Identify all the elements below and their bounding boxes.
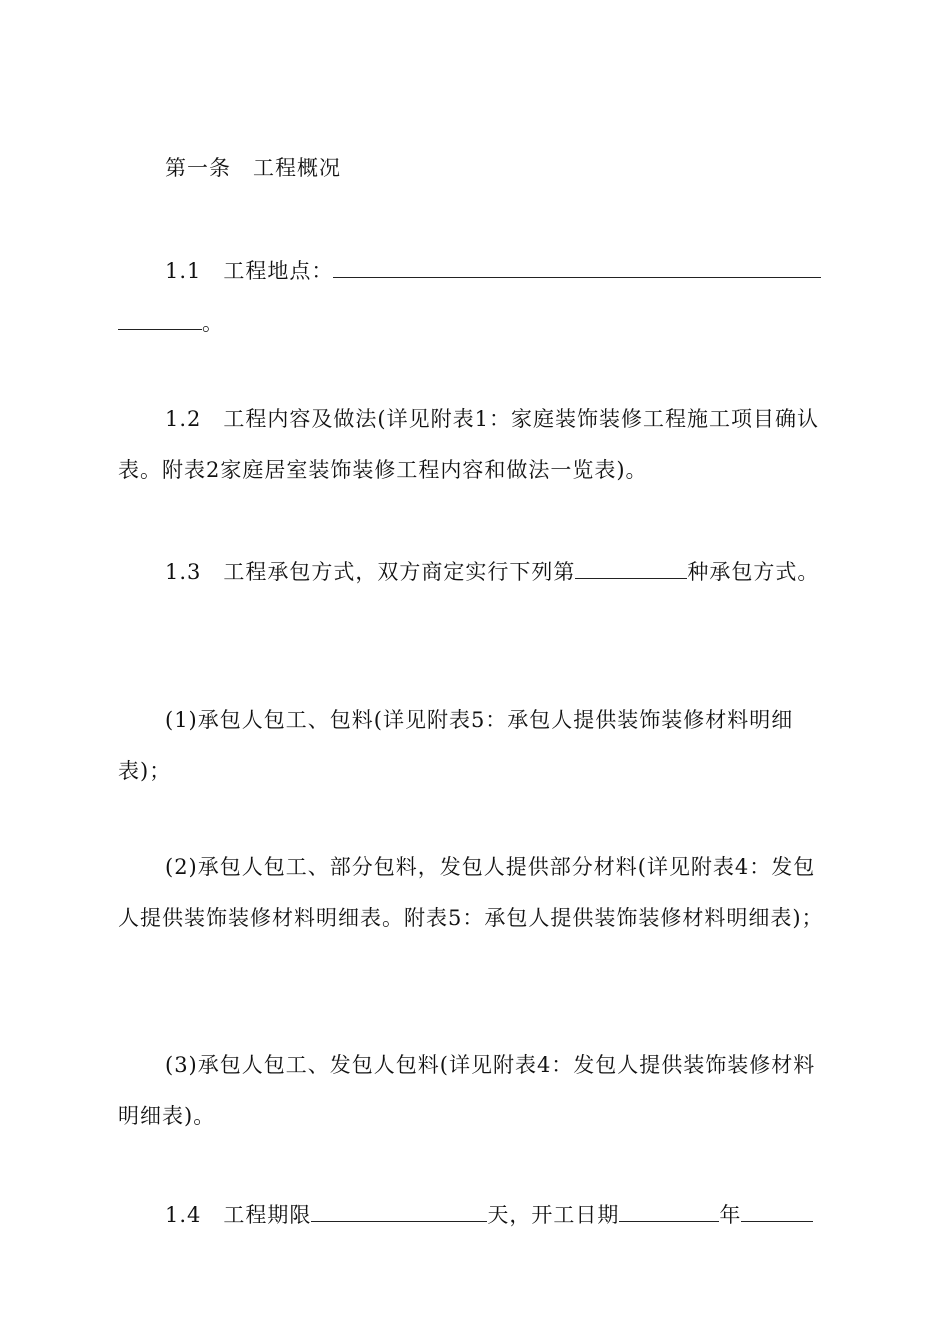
- option-text: (2)承包人包工、部分包料，发包人提供部分材料(详见附表4：发包: [165, 855, 816, 879]
- clause-text: 工程内容及做法(详见附表1：家庭装饰装修工程施工项目确认: [223, 407, 819, 431]
- section-number: 第一条: [165, 156, 231, 180]
- clause-number: 1.4: [165, 1203, 202, 1227]
- option-2-line1: [165, 853, 879, 881]
- clause-text: 工程承包方式，双方商定实行下列第: [223, 560, 576, 584]
- option-text: 明细表)。: [118, 1104, 216, 1128]
- address-blank-cont[interactable]: [118, 311, 202, 330]
- clause-end: 。: [202, 311, 224, 335]
- clause-1-1-cont: [118, 309, 832, 337]
- clause-text: 种承包方式。: [687, 560, 820, 584]
- option-text: (3)承包人包工、发包人包料(详见附表4：发包人提供装饰装修材料: [165, 1053, 816, 1077]
- clause-number: 1.2: [165, 407, 202, 431]
- clause-1-1: [165, 257, 879, 285]
- clause-label: 工程期限: [223, 1203, 312, 1227]
- start-month-blank[interactable]: [741, 1203, 813, 1222]
- option-2-line2: [118, 904, 832, 932]
- option-1-line1: [165, 706, 879, 734]
- option-1-line2: [118, 757, 832, 785]
- section-title: 工程概况: [253, 156, 341, 180]
- clause-label: 工程地点：: [223, 259, 334, 283]
- option-3-line2: [118, 1102, 832, 1130]
- clause-number: 1.1: [165, 259, 202, 283]
- clause-text: 天，开工日期: [487, 1203, 620, 1227]
- contract-method-blank[interactable]: [575, 560, 687, 579]
- clause-number: 1.3: [165, 560, 202, 584]
- clause-1-3: [165, 558, 879, 586]
- start-year-blank[interactable]: [619, 1203, 719, 1222]
- duration-blank[interactable]: [311, 1203, 487, 1222]
- address-blank[interactable]: [333, 259, 821, 278]
- clause-text: 年: [719, 1203, 742, 1227]
- option-text: 人提供装饰装修材料明细表。附表5：承包人提供装饰装修材料明细表)；: [118, 906, 824, 930]
- clause-1-4: [165, 1201, 879, 1229]
- clause-text: 表。附表2家庭居室装饰装修工程内容和做法一览表)。: [118, 458, 648, 482]
- section-heading: [165, 154, 879, 182]
- option-3-line1: [165, 1051, 879, 1079]
- clause-1-2-line2: [118, 456, 832, 484]
- option-text: 表)；: [118, 759, 172, 783]
- option-text: (1)承包人包工、包料(详见附表5：承包人提供装饰装修材料明细: [165, 708, 794, 732]
- clause-1-2-line1: [165, 405, 879, 433]
